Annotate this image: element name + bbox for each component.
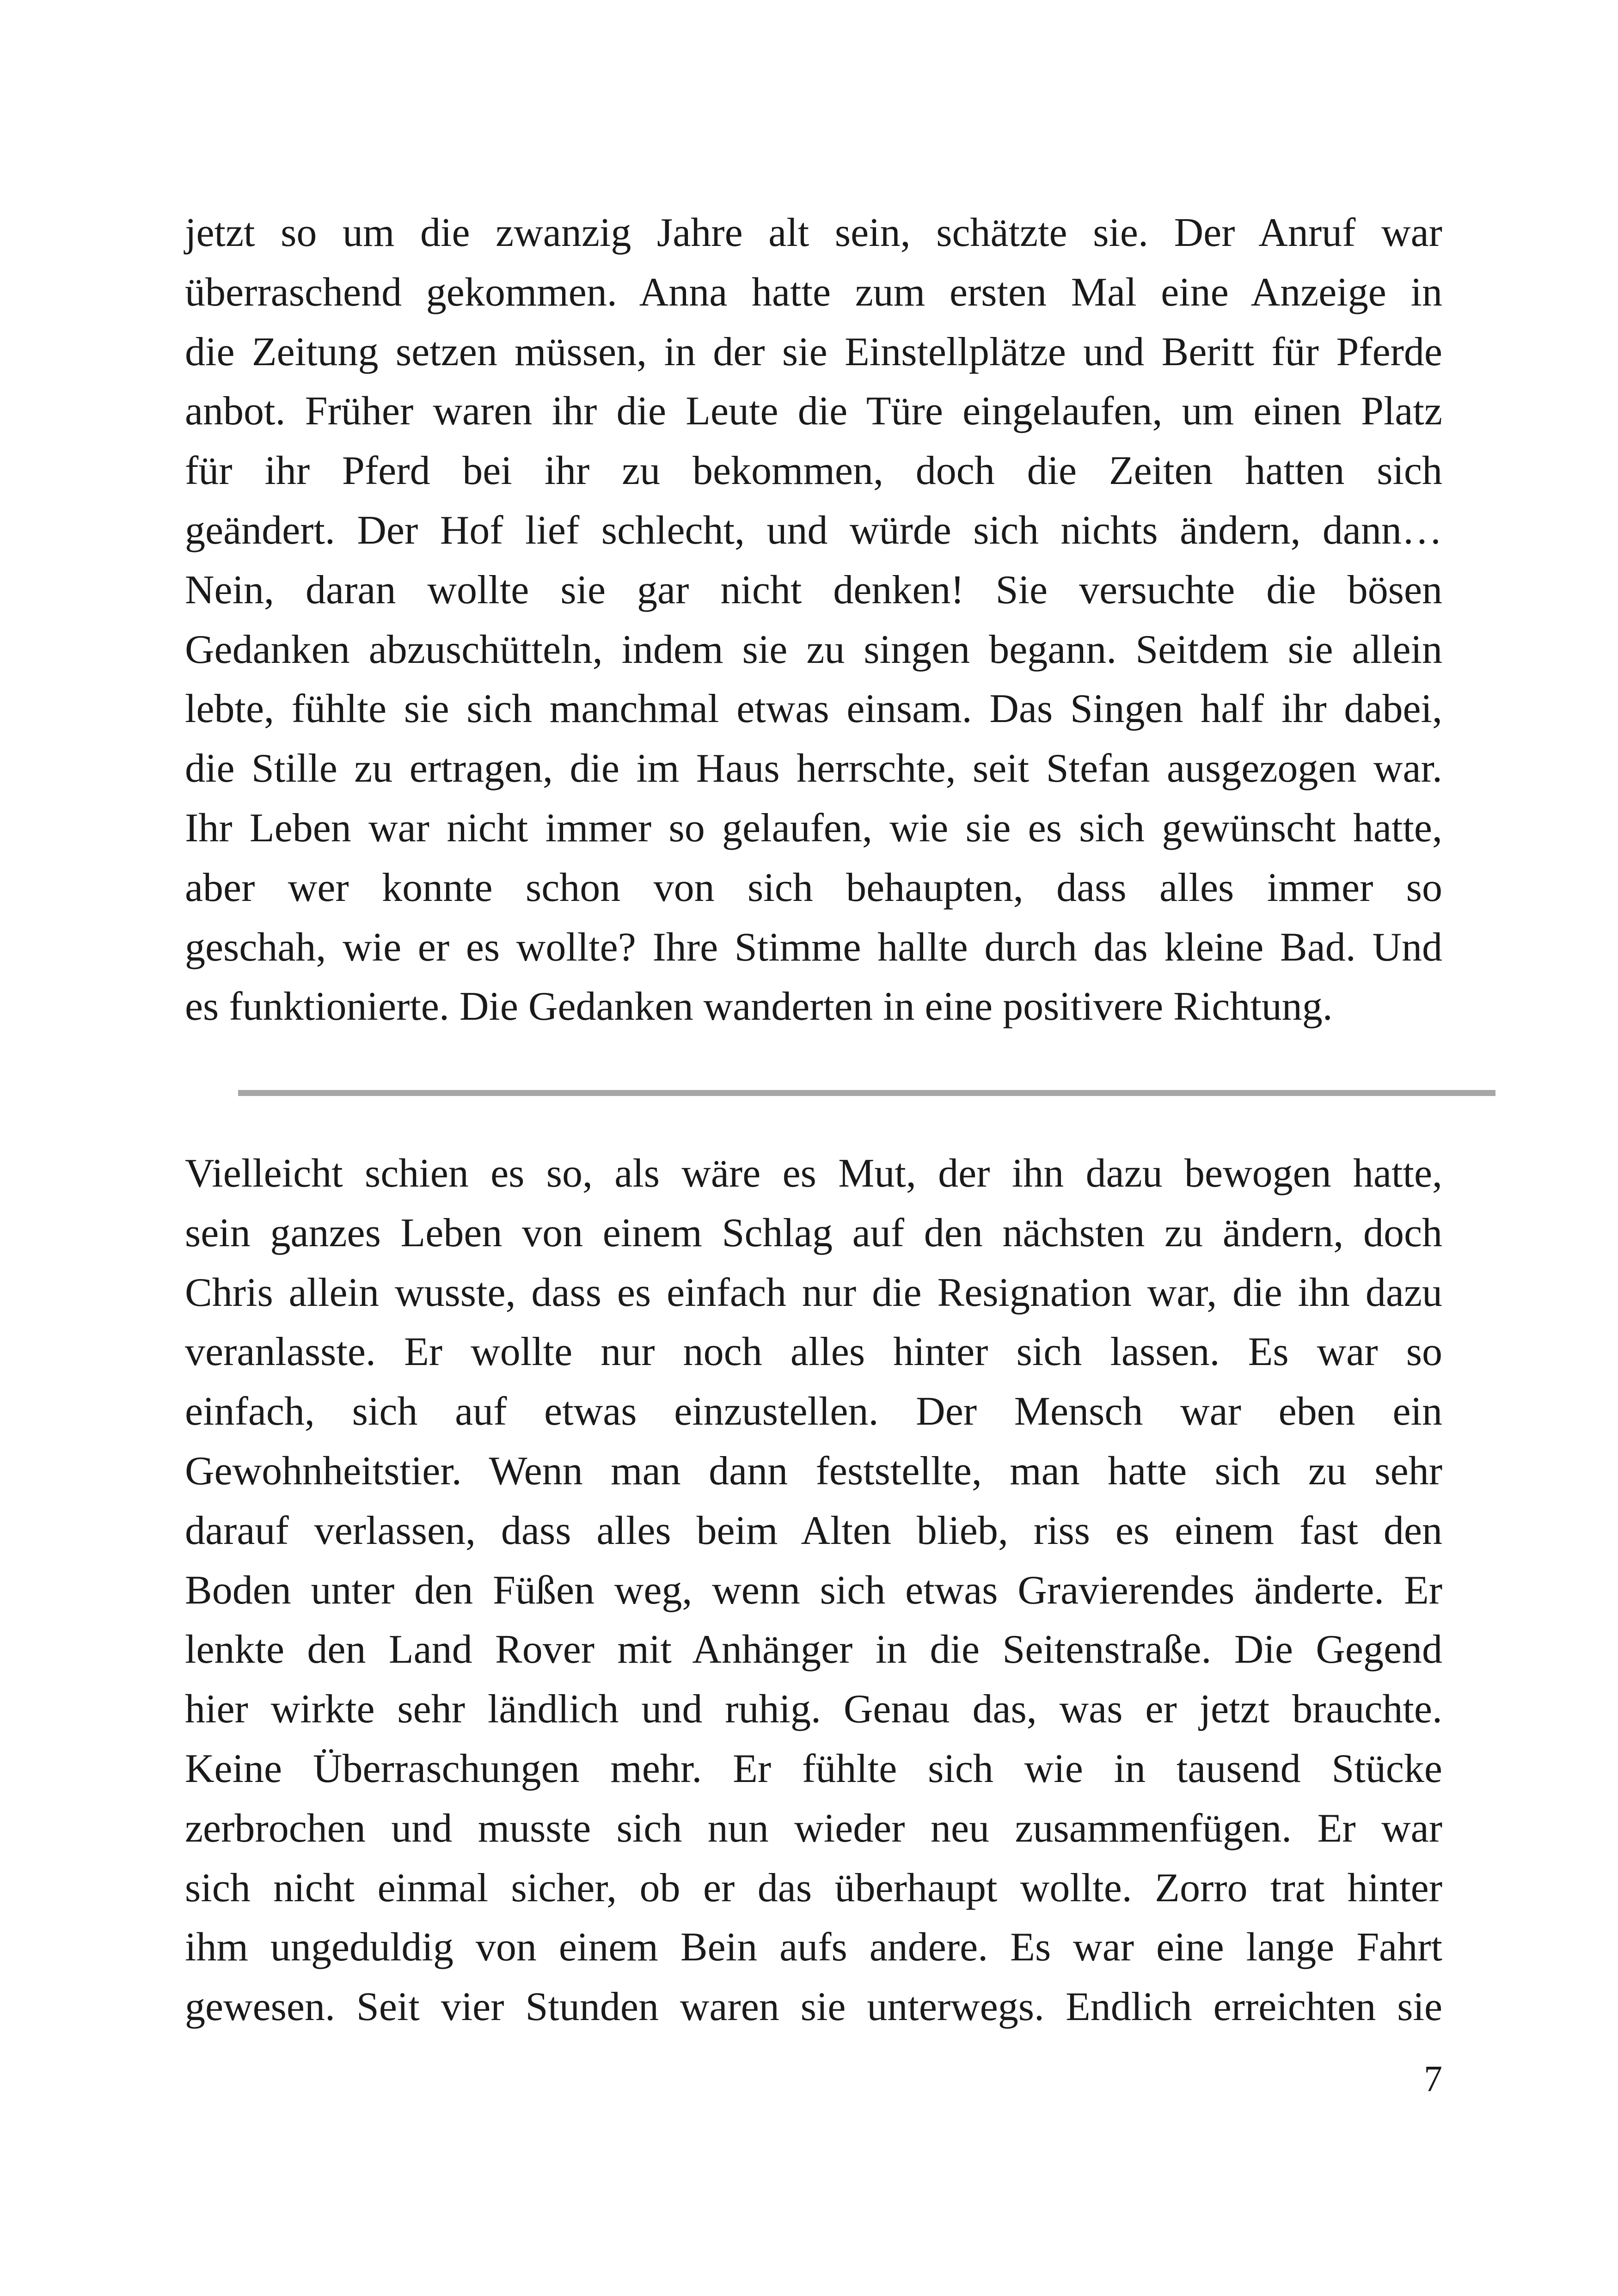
text-line: darauf verlassen, dass alles beim Alten blieb, riss es einem fast den: [185, 1508, 1442, 1553]
text-line: Boden unter den Füßen weg, wenn sich etwas Gravierendes änderte. Er: [185, 1567, 1442, 1613]
paragraph-1: [185, 203, 1442, 1037]
text-line: ihm ungeduldig von einem Bein aufs andere. Es war eine lange Fahrt: [185, 1925, 1442, 1970]
text-line: jetzt so um die zwanzig Jahre alt sein, schätzte sie. Der Anruf war: [185, 210, 1442, 255]
text-line: lebte, fühlte sie sich manchmal etwas einsam. Das Singen half ihr dabei,: [185, 686, 1442, 732]
text-line: anbot. Früher waren ihr die Leute die Türe eingelaufen, um einen Platz: [185, 389, 1442, 434]
text-line: aber wer konnte schon von sich behaupten, dass alles immer so: [185, 865, 1442, 910]
text-line: für ihr Pferd bei ihr zu bekommen, doch die Zeiten hatten sich: [185, 448, 1442, 494]
text-line: sich nicht einmal sicher, ob er das überhaupt wollte. Zorro trat hinter: [185, 1865, 1442, 1910]
text-line: überraschend gekommen. Anna hatte zum ersten Mal eine Anzeige in: [185, 269, 1442, 315]
text-line: geschah, wie er es wollte? Ihre Stimme hallte durch das kleine Bad. Und: [185, 925, 1442, 970]
text-line: lenkte den Land Rover mit Anhänger in die Seitenstraße. Die Gegend: [185, 1627, 1442, 1672]
text-line: Chris allein wusste, dass es einfach nur die Resignation war, die ihn dazu: [185, 1270, 1442, 1315]
scene-break-divider: [238, 1090, 1495, 1096]
text-line: Ihr Leben war nicht immer so gelaufen, wie sie es sich gewünscht hatte,: [185, 805, 1442, 851]
text-line: es funktionierte. Die Gedanken wanderten in eine positivere Richtung.: [185, 984, 1333, 1029]
text-line: gewesen. Seit vier Stunden waren sie unterwegs. Endlich erreichten sie: [185, 1984, 1442, 2030]
text-line: Gewohnheitstier. Wenn man dann feststellte, man hatte sich zu sehr: [185, 1448, 1442, 1494]
text-line: Vielleicht schien es so, als wäre es Mut, der ihn dazu bewogen hatte,: [185, 1151, 1442, 1196]
text-line: die Zeitung setzen müssen, in der sie Einstellplätze und Beritt für Pferde: [185, 329, 1442, 374]
text-line: hier wirkte sehr ländlich und ruhig. Genau das, was er jetzt brauchte.: [185, 1687, 1442, 1732]
text-line: die Stille zu ertragen, die im Haus herrschte, seit Stefan ausgezogen war.: [185, 746, 1442, 791]
text-line: sein ganzes Leben von einem Schlag auf den nächsten zu ändern, doch: [185, 1210, 1442, 1255]
paragraph-2: [185, 1144, 1442, 2037]
text-line: veranlasste. Er wollte nur noch alles hinter sich lassen. Es war so: [185, 1329, 1442, 1375]
text-line: einfach, sich auf etwas einzustellen. Der Mensch war eben ein: [185, 1389, 1442, 1434]
text-line: Nein, daran wollte sie gar nicht denken! Sie versuchte die bösen: [185, 567, 1442, 612]
text-line: Gedanken abzuschütteln, indem sie zu singen begann. Seitdem sie allein: [185, 627, 1442, 672]
text-line: zerbrochen und musste sich nun wieder neu zusammenfügen. Er war: [185, 1806, 1442, 1851]
text-line: geändert. Der Hof lief schlecht, und würde sich nichts ändern, dann…: [185, 508, 1442, 553]
text-line: Keine Überraschungen mehr. Er fühlte sich wie in tausend Stücke: [185, 1746, 1442, 1791]
page-number: 7: [1424, 2059, 1442, 2100]
